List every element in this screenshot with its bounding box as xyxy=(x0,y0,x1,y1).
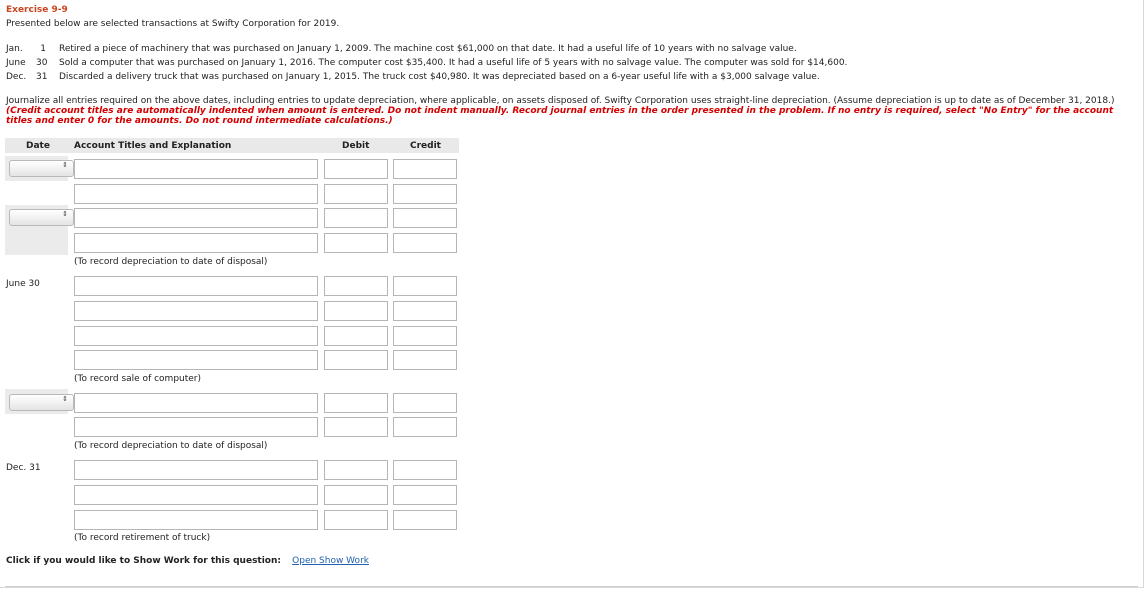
select-arrows-icon: ⇕ xyxy=(62,161,68,169)
journal-header xyxy=(5,138,459,153)
instructions xyxy=(6,96,1141,126)
account-input[interactable] xyxy=(74,417,318,437)
divider xyxy=(5,586,1138,587)
header-credit: Credit xyxy=(410,141,441,151)
account-input[interactable] xyxy=(74,184,318,204)
debit-input[interactable] xyxy=(324,460,388,480)
header-debit: Debit xyxy=(342,141,370,151)
entry-explanation: (To record depreciation to date of disposal) xyxy=(74,257,268,267)
header-account: Account Titles and Explanation xyxy=(74,141,232,151)
instructions-text: Journalize all entries required on the above dates, including entries to update depreciation, where applicable, on assets disposed of. Swifty Corporation uses straight-line depreciation. (Assume depreciation is up to date as of December 31, 2018.) xyxy=(6,96,1115,106)
credit-input[interactable] xyxy=(393,485,457,505)
credit-input[interactable] xyxy=(393,350,457,370)
transaction-month: June xyxy=(6,58,26,68)
account-input[interactable] xyxy=(74,208,318,228)
date-cell xyxy=(5,230,68,255)
account-input[interactable] xyxy=(74,276,318,296)
account-input[interactable] xyxy=(74,393,318,413)
transaction-text: Discarded a delivery truck that was purchased on January 1, 2015. The truck cost $40,980. It was depreciated based on a 6-year useful life with a $3,000 salvage value. xyxy=(59,72,820,82)
credit-input[interactable] xyxy=(393,208,457,228)
transaction-text: Retired a piece of machinery that was purchased on January 1, 2009. The machine cost $61,000 on that date. It had a useful life of 10 years with no salvage value. xyxy=(59,44,797,54)
credit-input[interactable] xyxy=(393,417,457,437)
entry-explanation: (To record depreciation to date of disposal) xyxy=(74,441,268,451)
entry-explanation: (To record retirement of truck) xyxy=(74,533,211,543)
credit-input[interactable] xyxy=(393,301,457,321)
debit-input[interactable] xyxy=(324,350,388,370)
debit-input[interactable] xyxy=(324,184,388,204)
show-work-text: Click if you would like to Show Work for this question: xyxy=(6,556,281,566)
debit-input[interactable] xyxy=(324,393,388,413)
instructions-warning: (Credit account titles are automatically indented when amount is entered. Do not indent manually. Record journal entries in the order presented in the problem. If no entry is required, select "No Entry" for the account titles and enter 0 for the amounts. Do not round intermediate calculations.) xyxy=(6,106,1114,126)
credit-input[interactable] xyxy=(393,159,457,179)
credit-input[interactable] xyxy=(393,393,457,413)
account-input[interactable] xyxy=(74,485,318,505)
exercise-title: Exercise 9-9 xyxy=(6,5,68,15)
select-arrows-icon: ⇕ xyxy=(62,395,68,403)
account-input[interactable] xyxy=(74,159,318,179)
open-show-work-link[interactable]: Open Show Work xyxy=(292,556,369,566)
debit-input[interactable] xyxy=(324,159,388,179)
entry-explanation: (To record sale of computer) xyxy=(74,374,202,384)
debit-input[interactable] xyxy=(324,417,388,437)
transaction-day: 31 xyxy=(36,72,48,82)
transaction-day: 1 xyxy=(40,44,46,54)
intro-text: Presented below are selected transactions at Swifty Corporation for 2019. xyxy=(6,19,340,29)
transaction-month: Dec. xyxy=(6,72,27,82)
header-date: Date xyxy=(26,141,50,151)
date-select[interactable] xyxy=(9,209,74,226)
debit-input[interactable] xyxy=(324,276,388,296)
transaction-day: 30 xyxy=(36,58,48,68)
account-input[interactable] xyxy=(74,326,318,346)
debit-input[interactable] xyxy=(324,301,388,321)
credit-input[interactable] xyxy=(393,326,457,346)
transaction-text: Sold a computer that was purchased on January 1, 2016. The computer cost $35,400. It had a useful life of 5 years with no salvage value. The computer was sold for $14,600. xyxy=(59,58,848,68)
account-input[interactable] xyxy=(74,460,318,480)
debit-input[interactable] xyxy=(324,510,388,530)
debit-input[interactable] xyxy=(324,233,388,253)
account-input[interactable] xyxy=(74,233,318,253)
show-work-prompt xyxy=(6,556,369,566)
credit-input[interactable] xyxy=(393,233,457,253)
transaction-month: Jan. xyxy=(6,44,23,54)
credit-input[interactable] xyxy=(393,460,457,480)
debit-input[interactable] xyxy=(324,208,388,228)
debit-input[interactable] xyxy=(324,326,388,346)
account-input[interactable] xyxy=(74,510,318,530)
date-select[interactable] xyxy=(9,394,74,411)
credit-input[interactable] xyxy=(393,510,457,530)
account-input[interactable] xyxy=(74,350,318,370)
account-input[interactable] xyxy=(74,301,318,321)
entry-date: Dec. 31 xyxy=(6,463,41,473)
date-select[interactable] xyxy=(9,160,74,177)
debit-input[interactable] xyxy=(324,485,388,505)
credit-input[interactable] xyxy=(393,184,457,204)
select-arrows-icon: ⇕ xyxy=(62,210,68,218)
entry-date: June 30 xyxy=(6,279,40,289)
credit-input[interactable] xyxy=(393,276,457,296)
